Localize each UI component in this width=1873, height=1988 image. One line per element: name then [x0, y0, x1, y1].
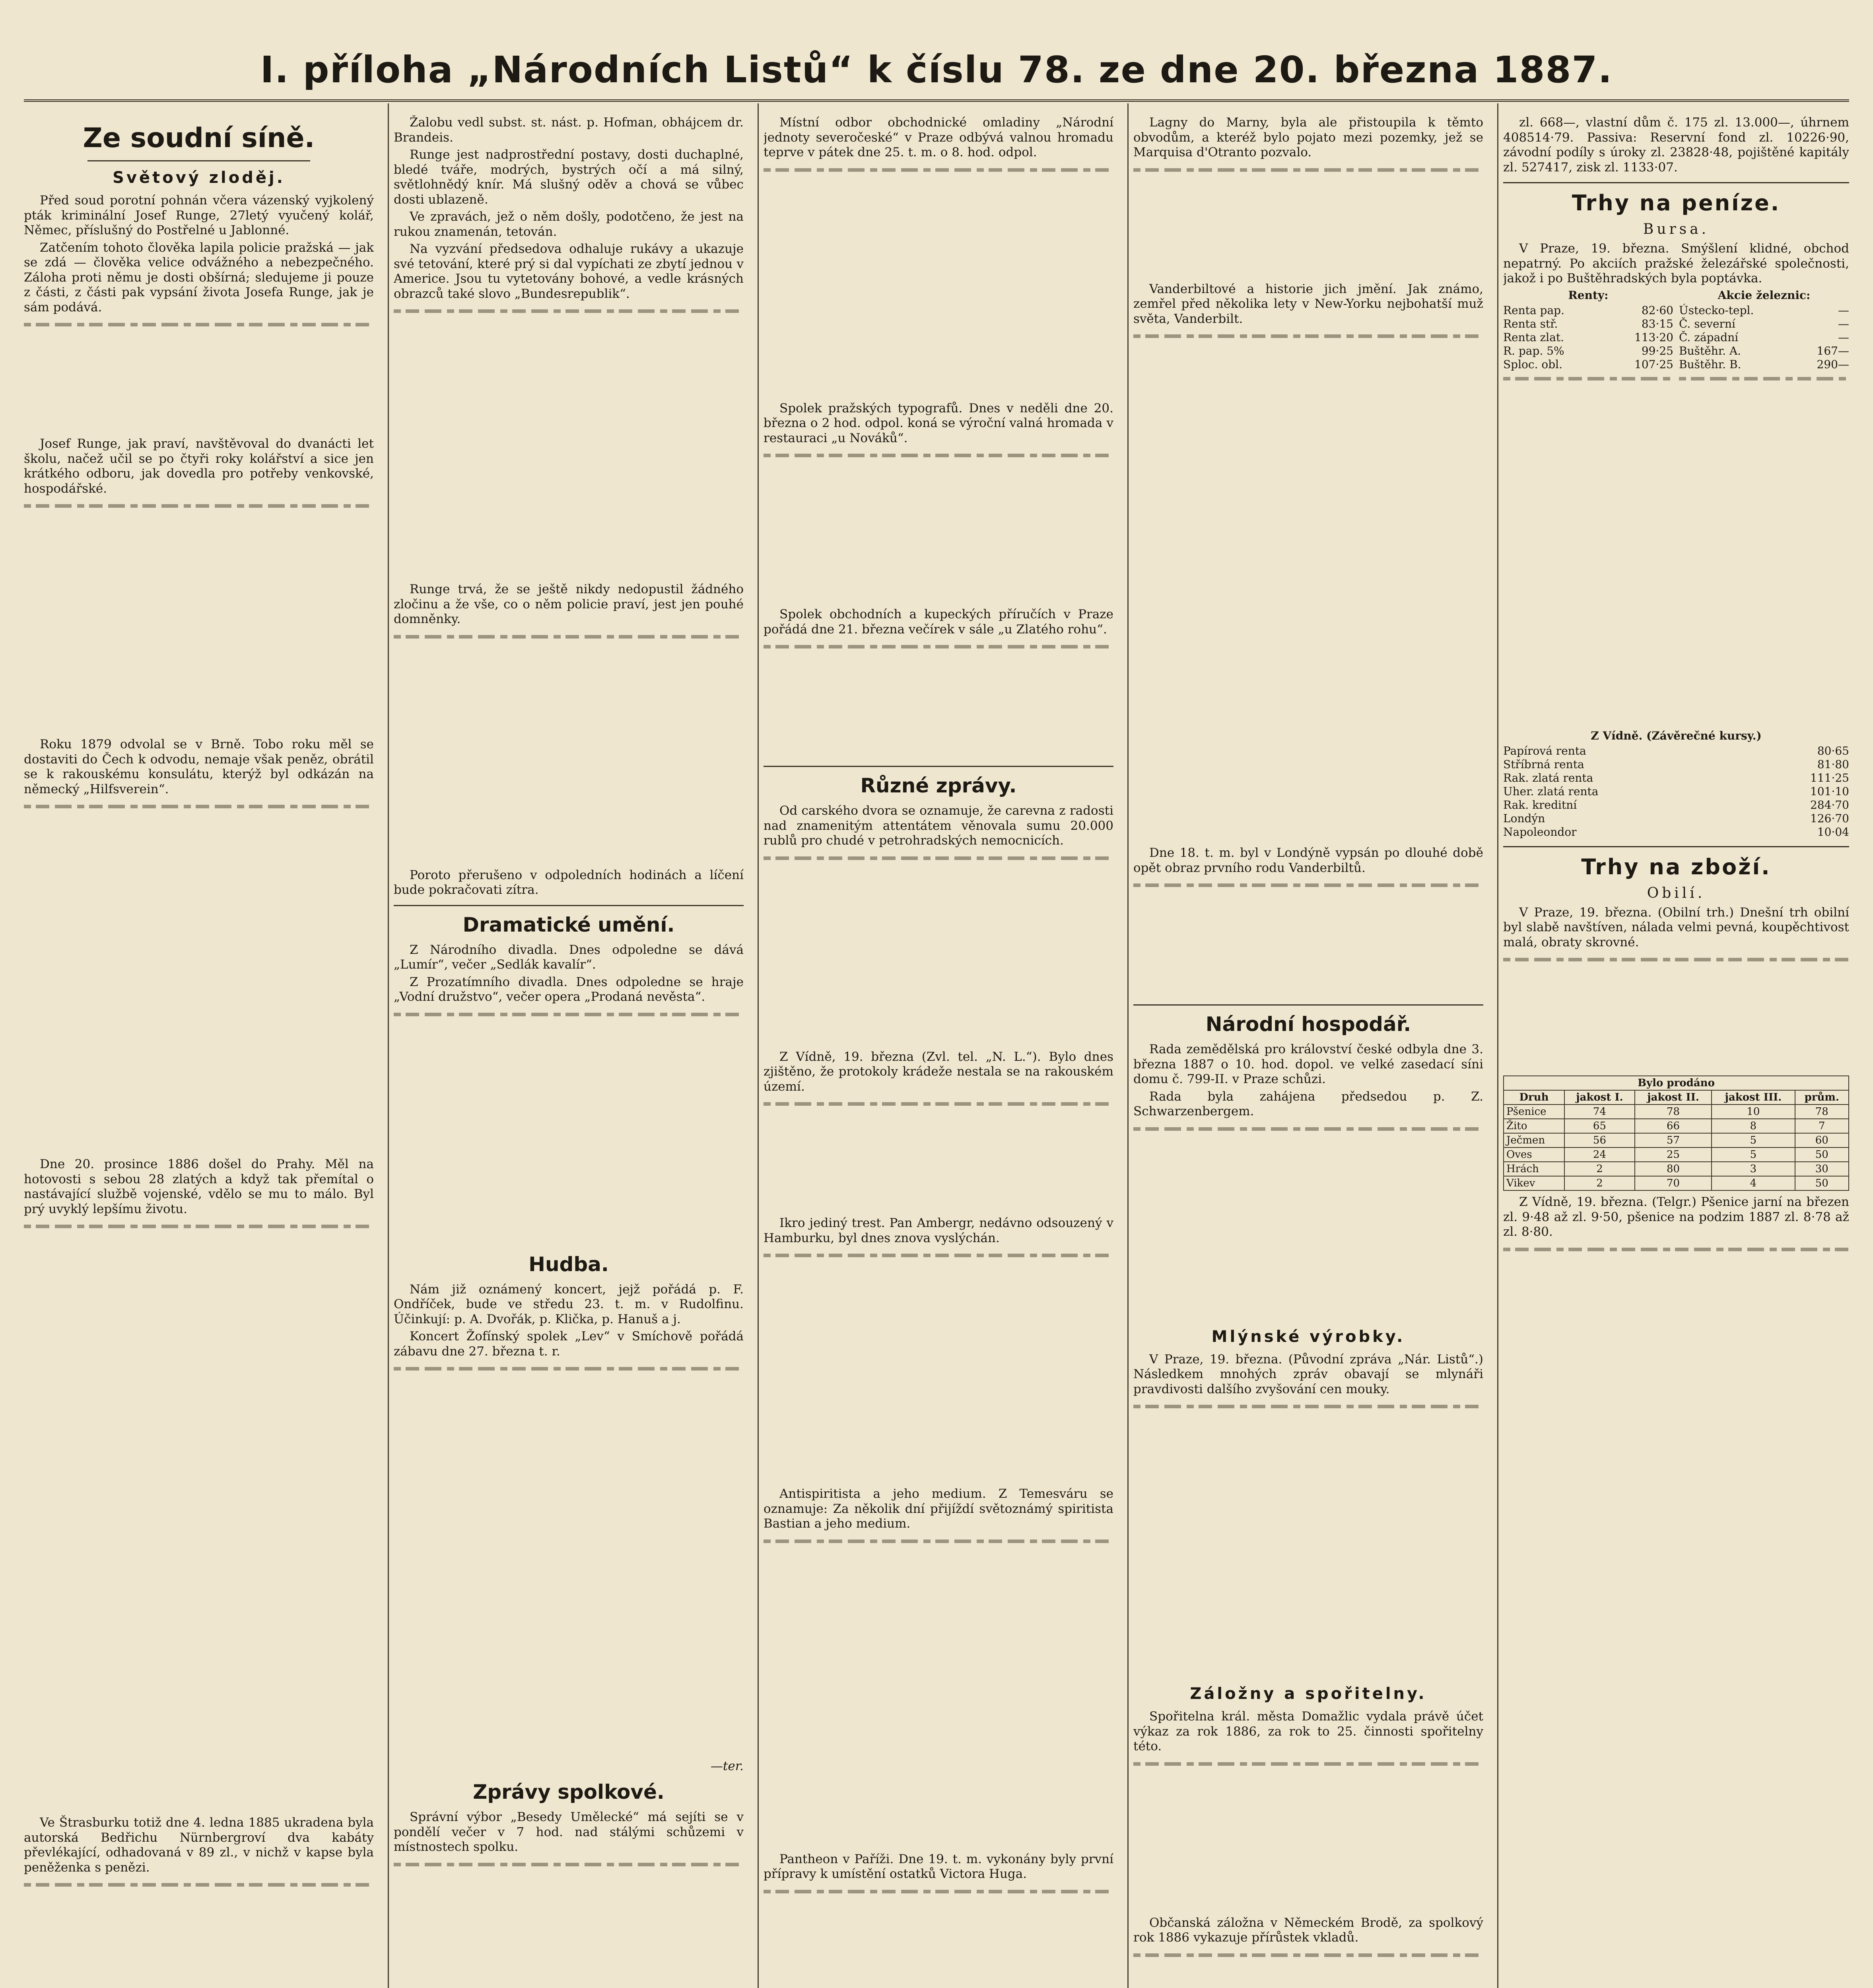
table-header: Druh: [1504, 1090, 1564, 1105]
text-block: [1503, 952, 1849, 1072]
paragraph: Rada zemědělská pro království české odbyla dne 3. března 1887 o 10. hod. dopol. ve velké zasedací síni domu č. 799-II. v Praze schůzi.: [1133, 1042, 1483, 1086]
vienna-list: [1503, 729, 1849, 839]
paragraph: Žalobu vedl subst. st. nást. p. Hofman, obhájcem dr. Brandeis.: [394, 115, 744, 145]
text-block: [24, 317, 374, 437]
column-5: [1503, 115, 1849, 1988]
column-divider: [758, 103, 759, 1988]
list-item: Papírová renta 80·65: [1503, 744, 1849, 757]
text-block: [1133, 878, 1483, 997]
divider: [764, 766, 1113, 767]
list-item: Buštěhr. B. 290—: [1679, 357, 1849, 371]
text-block: [764, 1248, 1113, 1487]
list-item: Rak. zlatá renta 111·25: [1503, 771, 1849, 784]
section-title: Dramatické umění.: [462, 913, 675, 936]
list-heading: Renty:: [1568, 288, 1609, 302]
paragraph: Spolek obchodních a kupeckých příručích v Praze pořádá dne 21. března večírek v sále „u Zlatého rohu“.: [764, 607, 1113, 637]
section-title: Mlýnské výrobky.: [1211, 1327, 1405, 1346]
section-title: Národní hospodář.: [1205, 1013, 1411, 1036]
section-title: Záložny a spořitelny.: [1190, 1685, 1427, 1703]
text-block: [1679, 371, 1849, 729]
divider: [87, 160, 310, 161]
paragraph: Roku 1879 odvolal se v Brně. Tobo roku měl se dostaviti do Čech k odvodu, nemaje však peněz, obrátil se k rakouskému konsulátu, kterýž byl odkázán na německý „Hilfsverein“.: [24, 737, 374, 796]
column-divider: [1127, 103, 1129, 1988]
article-body: [1503, 115, 1849, 175]
table-row: Hrách 2 80 3 30: [1504, 1162, 1849, 1176]
text-block: [24, 1877, 374, 1988]
text-block: [1133, 329, 1483, 846]
text-block: [764, 163, 1113, 401]
column-divider: [1497, 103, 1498, 1988]
article-body: [24, 193, 374, 1988]
list-item: Č. severní —: [1679, 317, 1849, 330]
paragraph: Z Vídně, 19. března. (Telgr.) Pšenice jarní na březen zl. 9·48 až zl. 9·50, pšenice na podzim 1887 zl. 8·78 až zl. 8·80.: [1503, 1195, 1849, 1239]
divider: [394, 905, 744, 906]
section-body: [394, 1810, 744, 1988]
article-body: [1133, 115, 1483, 997]
paragraph: Lagny do Marny, byla ale přistoupila k těmto obvodům, a kteréž bylo pojato mezi pozemky, jež se Marquisa d'Otranto pozvalo.: [1133, 115, 1483, 159]
article-body: [764, 115, 1113, 759]
list-item: Renta stř. 83·15: [1503, 317, 1673, 330]
column-4: [1133, 115, 1483, 1988]
exchange-listing: [1503, 289, 1849, 729]
section-title: Hudba.: [528, 1252, 609, 1276]
list-item: Renta pap. 82·60: [1503, 303, 1673, 317]
column-2: [394, 115, 744, 1988]
paragraph: Poroto přerušeno v odpoledních hodinách a líčení bude pokračovati zítra.: [394, 868, 744, 897]
paragraph: Z Vídně, 19. března (Zvl. tel. „N. L.“). Bylo dnes zjištěno, že protokoly krádeže nestala se na rakouském území.: [764, 1049, 1113, 1094]
list-item: Č. západní —: [1679, 330, 1849, 344]
text-block: [764, 1097, 1113, 1216]
paragraph: Koncert Žofínský spolek „Lev“ v Smíchově pořádá zábavu dne 27. března t. r.: [394, 1329, 744, 1359]
paragraph: Vanderbiltové a historie jich jmění. Jak známo, zemřel před několika lety v New-Yorku nejbohatší muž světa, Vanderbilt.: [1133, 282, 1483, 326]
text-block: [1133, 1757, 1483, 1916]
paragraph: zl. 668—, vlastní dům č. 175 zl. 13.000—, úhrnem 408514·79. Passiva: Reservní fond zl. 10226·90, závodní podíly s úroky zl. 23828·48, pojištěné kapitály zl. 527417, zisk zl. 1133·07.: [1503, 115, 1849, 175]
section-body: [1133, 1709, 1483, 1988]
paragraph: Runge jest nadprostřední postavy, dosti duchaplné, bledé tváře, modrých, bystrých očí a má silný, světlohnědý knír. Má slušný oděv a chová se vůbec dosti ublazeně.: [394, 148, 744, 207]
paragraph: Od carského dvora se oznamuje, že carevna z radosti nad znamenitým attentátem věnovala sumu 20.000 rublů pro chudé v petrohradských nemocnicích.: [764, 804, 1113, 848]
table-caption: Bylo prodáno: [1504, 1076, 1849, 1090]
table-header: jakost II.: [1635, 1090, 1712, 1105]
text-block: [24, 499, 374, 737]
text-block: [24, 1219, 374, 1815]
divider: [1503, 182, 1849, 183]
text-block: [1133, 163, 1483, 282]
section-title: Trhy na peníze.: [1572, 190, 1781, 215]
paragraph: Občanská záložna v Německém Brodě, za spolkový rok 1886 vykazuje přírůstek vkladů.: [1133, 1915, 1483, 1945]
paragraph: V Praze, 19. března. Smýšlení klidné, obchod nepatrný. Po akciích pražské železářské společnosti, jakož i po Buštěhradských byla poptávka.: [1503, 241, 1849, 285]
text-block: [24, 799, 374, 1157]
section-body: [394, 943, 744, 1246]
list-item: Ústecko-tepl. —: [1679, 303, 1849, 317]
paragraph: Josef Runge, jak praví, navštěvoval do dvanácti let školu, načež učil se po čtyři roky kolářství a sice jen krátkého odboru, jak dovedla pro potřeby venkovské, hospodářské.: [24, 437, 374, 496]
divider: [1503, 846, 1849, 847]
paragraph: V Praze, 19. března. (Obilní trh.) Dnešní trh obilní byl slabě navštíven, nálada velmi pevná, koupěchtivost malá, obraty skrovné.: [1503, 905, 1849, 949]
section-title: Různé zprávy.: [860, 774, 1017, 797]
section-body: [1133, 1042, 1483, 1320]
list-heading: Akcie železnic:: [1718, 288, 1811, 302]
text-block: [1133, 1399, 1483, 1677]
paragraph: V Praze, 19. března. (Původní zpráva „Nár. Listů“.) Následkem mnohých zpráv obavají se mlynáři pravdivosti dalšího zvyšování cen mouky.: [1133, 1352, 1483, 1396]
list-heading: Z Vídně. (Závěrečné kursy.): [1591, 729, 1762, 742]
paragraph: Antispiritista a jeho medium. Z Temesváru se oznamuje: Za několik dní přijíždí světoznámý spiritista Bastian a jeho medium.: [764, 1487, 1113, 1531]
table-header: jakost I.: [1564, 1090, 1635, 1105]
table-row: Žito 65 66 8 7: [1504, 1119, 1849, 1133]
article-title: Světový zloděj.: [113, 169, 285, 187]
masthead: [24, 40, 1849, 102]
paragraph: Z Prozatímního divadla. Dnes odpoledne se hraje „Vodní družstvo“, večer opera „Prodaná nevěsta“.: [394, 975, 744, 1004]
divider: [1133, 1004, 1483, 1006]
text-block: [1133, 1948, 1483, 1988]
text-block: [764, 851, 1113, 1050]
paragraph: Spolek pražských typografů. Dnes v neděli dne 20. března o 2 hod. odpol. koná se výroční valná hromada v restauraci „u Nováků“.: [764, 401, 1113, 445]
table-row: Oves 24 25 5 50: [1504, 1147, 1849, 1162]
rents-list: [1503, 289, 1673, 729]
vienna-listing: [1503, 729, 1849, 839]
column-1: [24, 115, 374, 1988]
rails-list: [1679, 289, 1849, 729]
list-item: Rak. kreditní 284·70: [1503, 798, 1849, 812]
section-body: [394, 1282, 744, 1759]
grain-table: [1503, 1076, 1849, 1191]
column-3: [764, 115, 1113, 1988]
section-title: Zprávy spolkové.: [473, 1780, 664, 1804]
paragraph: Před soud porotní pohnán včera vázenský vyjkolený pták kriminální Josef Runge, 27letý vyučený kolář, Němec, příslušný do Postřelné u Jablonné.: [24, 193, 374, 237]
paragraph: Rada byla zahájena předsedou p. Z. Schwarzenbergem.: [1133, 1089, 1483, 1118]
paragraph: Na vyzvání předsedova odhaluje rukávy a ukazuje své tetování, které prý si dal vypíchati ze zbytí jednou v Americe. Jsou tu vytetovány bohové, a vedle krásných obrazců také slovo „Bundesrepublik“.: [394, 242, 744, 301]
paragraph: Nám již oznámený koncert, jejž pořádá p. F. Ondříček, bude ve středu 23. t. m. v Rudolfinu. Účinkují: p. A. Dvořák, p. Klička, p. Hanuš a j.: [394, 1282, 744, 1326]
text-block: [764, 1884, 1113, 1988]
paragraph: Dne 20. prosince 1886 došel do Prahy. Měl na hotovosti s sebou 28 zlatých a když tak přemítal o nastávající službě vojenské, vdělo se mu to málo. Byl prý uvyklý lepšímu životu.: [24, 1157, 374, 1216]
section-title: Ze soudní síně.: [83, 122, 315, 154]
paragraph: Ve Štrasburku totiž dne 4. ledna 1885 ukradena byla autorská Bedřichu Nürnbergroví dva kabáty převlékající, odhadovaná v 89 zl., v nichž v kapse byla peněženka s penězi.: [24, 1815, 374, 1875]
text-block: [1133, 1122, 1483, 1320]
text-block: [394, 1857, 744, 1988]
paragraph: Ikro jediný trest. Pan Ambergr, nedávno odsouzený v Hamburku, byl dnes znova vyslýchán.: [764, 1216, 1113, 1245]
text-block: [394, 304, 744, 582]
paragraph: Runge trvá, že se ještě nikdy nedopustil žádného zločinu a že vše, co o něm policie praví, jest jen pouhé domněnky.: [394, 582, 744, 626]
text-block: [764, 1534, 1113, 1852]
paragraph: Správní výbor „Besedy Umělecké“ má sejíti se v pondělí večer v 7 hod. nad stálými schůzemi v místnostech spolku.: [394, 1810, 744, 1854]
column-divider: [388, 103, 389, 1988]
text-block: [1503, 1242, 1849, 1719]
paragraph: Ve zpravách, jež o něm došly, podotčeno, že jest na rukou znamenán, tetován.: [394, 210, 744, 239]
list-item: Renta zlat. 113·20: [1503, 330, 1673, 344]
paragraph: Spořitelna král. města Domažlic vydala právě účet výkaz za rok 1886, za rok to 25. činnosti spořitelny této.: [1133, 1709, 1483, 1753]
section-body: [764, 804, 1113, 1988]
list-item: Napoleondor 10·04: [1503, 825, 1849, 839]
list-item: Buštěhr. A. 167—: [1679, 344, 1849, 357]
paragraph: Dne 18. t. m. byl v Londýně vypsán po dlouhé době opět obraz prvního rodu Vanderbiltů.: [1133, 846, 1483, 875]
text-block: [1503, 371, 1673, 729]
text-block: [394, 1361, 744, 1759]
text-block: [394, 1007, 744, 1246]
paragraph: Pantheon v Paříži. Dne 19. t. m. vykonány byly první přípravy k umístění ostatků Victora Huga.: [764, 1852, 1113, 1881]
table-row: Ječmen 56 57 5 60: [1504, 1133, 1849, 1147]
paragraph: Místní odbor obchodnické omladiny „Národní jednoty severočeské“ v Praze odbývá valnou hromadu teprve v pátek dne 25. t. m. o 8. hod. odpol.: [764, 115, 1113, 159]
list-item: R. pap. 5% 99·25: [1503, 344, 1673, 357]
signature: —ter.: [710, 1759, 744, 1773]
article-body: [394, 115, 744, 898]
table-row: Pšenice 74 78 10 78: [1504, 1105, 1849, 1119]
text-block: [394, 629, 744, 868]
section-subtitle: Bursa.: [1643, 221, 1710, 237]
section-body: [1503, 1195, 1849, 1719]
table-header: jakost III.: [1712, 1090, 1795, 1105]
text-block: [764, 639, 1113, 759]
table-header: prům.: [1795, 1090, 1849, 1105]
section-body: [1503, 905, 1849, 1072]
paragraph: Zatčením tohoto člověka lapila policie pražská — jak se zdá — člověka velice odvážného a nebezpečného. Záloha proti němu je dosti obšírná; sledujeme ji pouze z části, z části pak vypsání života Josefa Runge, jak je sám podává.: [24, 240, 374, 315]
table-row: Vikev 2 70 4 50: [1504, 1176, 1849, 1190]
text-block: [764, 448, 1113, 607]
section-title: Trhy na zboží.: [1581, 854, 1771, 879]
list-item: Uher. zlatá renta 101·10: [1503, 784, 1849, 798]
section-subtitle: Obilí.: [1647, 885, 1706, 901]
paragraph: Z Národního divadla. Dnes odpoledne se dává „Lumír“, večer „Sedlák kavalír“.: [394, 942, 744, 972]
section-body: [1503, 241, 1849, 286]
list-item: Stříbrná renta 81·80: [1503, 757, 1849, 771]
section-body: [1133, 1352, 1483, 1678]
list-item: Sploc. obl. 107·25: [1503, 357, 1673, 371]
masthead-title: I. příloha „Národních Listů“ k číslu 78. ze dne 20. března 1887.: [260, 48, 1613, 91]
list-item: Londýn 126·70: [1503, 812, 1849, 825]
